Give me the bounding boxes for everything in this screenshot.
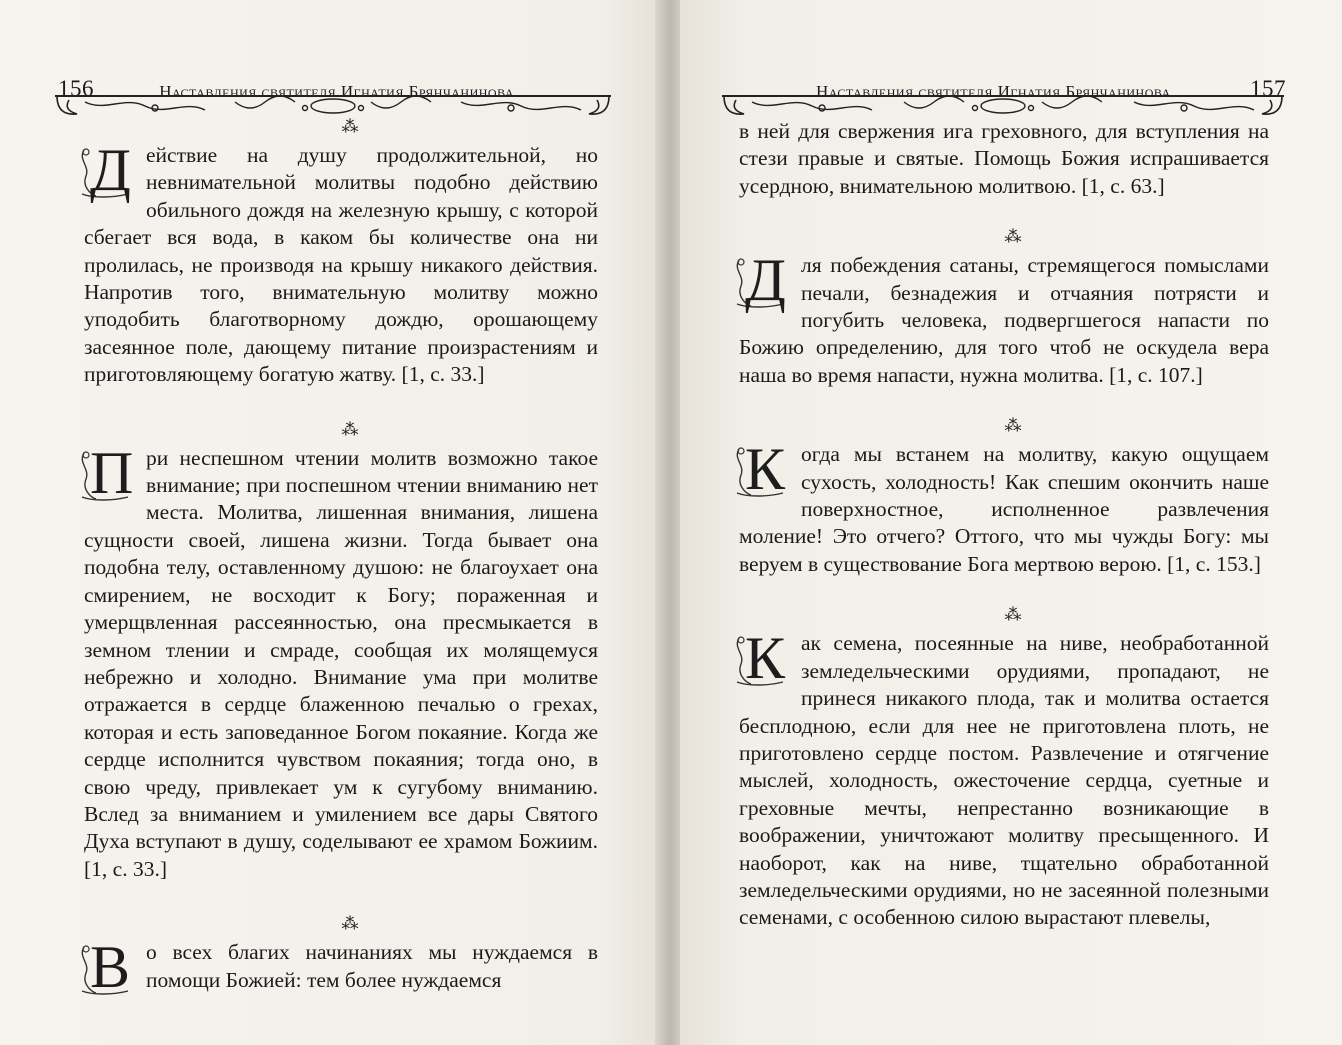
section-divider: ⁂ bbox=[341, 117, 361, 136]
section-divider: ⁂ bbox=[341, 419, 361, 439]
section-divider: ⁂ bbox=[1004, 416, 1024, 436]
paragraph-continuation: в ней для свержения ига греховного, для вступления на стези правые и святые. Помощь Божия испрашивается усердною, внимательною молитвою. [1, с. 63.] bbox=[739, 119, 1269, 198]
drop-cap: К bbox=[731, 443, 797, 499]
paragraph: К ак семена, посеянные на ниве, необработанной земледельческими орудиями, пропадают, не принеся никакого плода, так и молитва остается бесплодною, если для нее не приготовлена плоть, не приготовлено сердце постом. Развлечение и отягчение мыслей, холодность, ожесточение сердца, суетные и греховные мечты, непрестанно возникающие в воображении, уничтожают молитву пресыщенного. И наоборот, как на ниве, тщательно обработанной земледельческими орудиями, но не засеянной полезными семенами, с особенною силою вырастают плевелы, bbox=[739, 630, 1269, 931]
paragraph: П ри неспешном чтении молитв возможно такое внимание; при поспешном чтении вниманию нет места. Молитва, лишенная внимания, лишена сущности своей, лишена жизни. Тогда бывает она подобна телу, оставленному душою: не благоухает она смирением, не восходит к Богу; пораженная и умерщвленная рассеянностью, она пресмыкается в земном тлении и смраде, сообщая их молящемуся небрежно и холодно. Внимание ума при молитве отражается в сердце блаженною печалью о грехах, которая и есть заповеданное Богом покаяние. Когда же сердце исполнится чувством покаяния; тогда оно, в свою чреду, привлекает ум к сугубому вниманию. Вслед за вниманием и умилением все дары Святого Духа вступают в душу, соделывают ее храмом Божиим. [1, с. 33.] bbox=[84, 445, 598, 884]
section-divider: ⁂ bbox=[341, 914, 361, 934]
drop-cap: П bbox=[76, 447, 142, 503]
drop-cap: Д bbox=[731, 254, 797, 310]
left-header-ornament bbox=[55, 90, 611, 122]
right-page-number: 157 bbox=[1250, 76, 1286, 101]
drop-cap: Д bbox=[76, 144, 142, 200]
drop-cap: К bbox=[731, 632, 797, 688]
paragraph: В о всех благих начинаниях мы нуждаемся в помощи Божией: тем более нуждаемся bbox=[84, 939, 598, 994]
paragraph: К огда мы встанем на молитву, какую ощущаем сухость, холодность! Как спешим окончить наше поверхностное, исполненное развлечения моление! Это отчего? Оттого, что мы чужды Богу: мы веруем в существование Бога мертвою верою. [1, с. 153.] bbox=[739, 441, 1269, 578]
left-text-column bbox=[84, 117, 598, 1001]
paragraph: Д ействие на душу продолжительной, но невнимательной молитвы подобно действию обильного дождя на железную крышу, с которой сбегает вся вода, в каком бы количестве она ни пролилась, не производя на крышу никакого действия. Напротив того, внимательную молитву можно уподобить благотворному дождю, орошающему засеянное поле, дающему питание произрастениям и приготовляющему богатую жатву. [1, с. 33.] bbox=[84, 142, 598, 389]
section-divider: ⁂ bbox=[1004, 227, 1024, 247]
right-running-head: Наставления святителя Игнатия Брянчанинова bbox=[816, 82, 1171, 101]
left-page bbox=[0, 0, 660, 1045]
paragraph: Д ля побеждения сатаны, стремящегося помыслами печали, безнадежия и отчаяния потрясти и погубить человека, подвергшегося напасти по Божию определению, для того чтоб не оскудела вера наша во время напасти, нужна молитва. [1, с. 107.] bbox=[739, 252, 1269, 389]
section-divider: ⁂ bbox=[1004, 605, 1024, 625]
left-page-number: 156 bbox=[58, 76, 94, 101]
left-running-head: Наставления святителя Игнатия Брянчанинова bbox=[159, 82, 514, 101]
drop-cap: В bbox=[76, 941, 142, 997]
right-text-column bbox=[739, 118, 1269, 932]
right-page bbox=[680, 0, 1342, 1045]
